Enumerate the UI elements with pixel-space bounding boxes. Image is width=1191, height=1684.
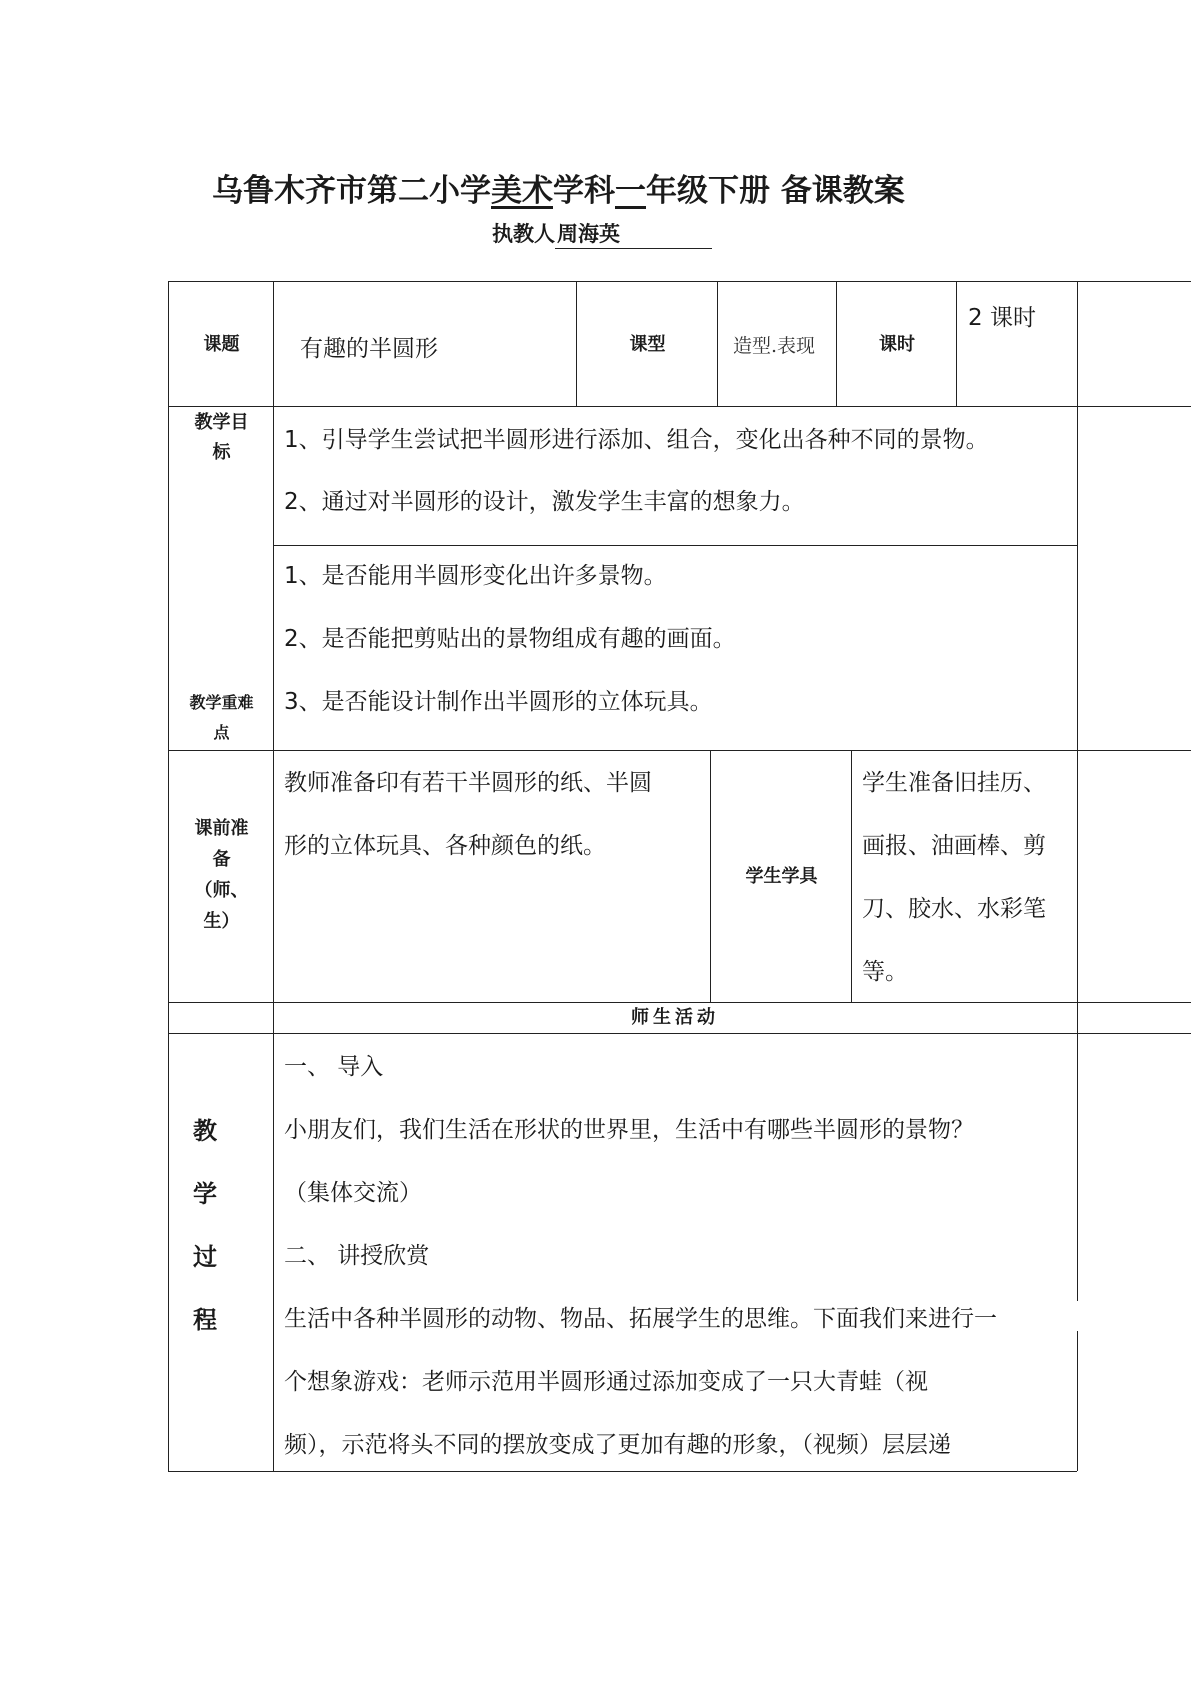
process-line-4: 二、 讲授欣赏: [284, 1243, 430, 1269]
goal-item-2: 2、通过对半圆形的设计，激发学生丰富的想象力。: [284, 489, 805, 515]
process-line-6: 个想象游戏：老师示范用半圆形通过添加变成了一只大青蛙（视: [284, 1369, 928, 1395]
key-point-1: 1、是否能用半圆形变化出许多景物。: [284, 563, 667, 589]
student-prep-line-2: 画报、油画棒、剪: [862, 833, 1046, 859]
process-label: 教 学 过 程: [193, 1117, 217, 1334]
topic-label: 课题: [203, 334, 240, 355]
process-line-3: （集体交流）: [284, 1180, 422, 1206]
hours-label: 课时: [879, 334, 915, 355]
type-value: 造型.表现: [733, 335, 816, 357]
hours-value: 2 课时: [968, 305, 1036, 331]
process-line-7: 频），示范将头不同的摆放变成了更加有趣的形象，（视频）层层递: [284, 1432, 951, 1458]
key-point-2: 2、是否能把剪贴出的景物组成有趣的画面。: [284, 626, 736, 652]
prep-label: 课前准 备 （师、 生）: [194, 818, 249, 932]
type-label: 课型: [629, 334, 666, 355]
document-title: 乌鲁木齐市第二小学美术学科一年级下册 备课教案: [212, 173, 905, 209]
student-prep-line-4: 等。: [862, 959, 908, 985]
goal-item-1: 1、引导学生尝试把半圆形进行添加、组合，变化出各种不同的景物。: [284, 427, 989, 453]
goals-label: 教学目 标: [194, 412, 249, 463]
topic-value: 有趣的半圆形: [300, 336, 438, 362]
teacher-line: [492, 218, 712, 249]
student-tools-label: 学生学具: [745, 866, 818, 887]
student-prep-line-3: 刀、胶水、水彩笔: [862, 896, 1046, 922]
student-prep-line-1: 学生准备旧挂历、: [862, 770, 1046, 796]
process-line-1: 一、 导入: [284, 1054, 384, 1080]
process-line-5: 生活中各种半圆形的动物、物品、拓展学生的思维。下面我们来进行一: [284, 1306, 997, 1332]
teacher-label: 执教人: [492, 222, 555, 246]
teacher-prep-line-2: 形的立体玩具、各种颜色的纸。: [284, 833, 606, 859]
teacher-name: 周海英: [555, 218, 712, 249]
teacher-prep-line-1: 教师准备印有若干半圆形的纸、半圆: [284, 770, 652, 796]
key-points-label: 教学重难 点: [189, 693, 254, 742]
process-line-2: 小朋友们，我们生活在形状的世界里，生活中有哪些半圆形的景物？: [284, 1117, 974, 1143]
activity-header: 师生活动: [631, 1007, 719, 1028]
key-point-3: 3、是否能设计制作出半圆形的立体玩具。: [284, 689, 713, 715]
